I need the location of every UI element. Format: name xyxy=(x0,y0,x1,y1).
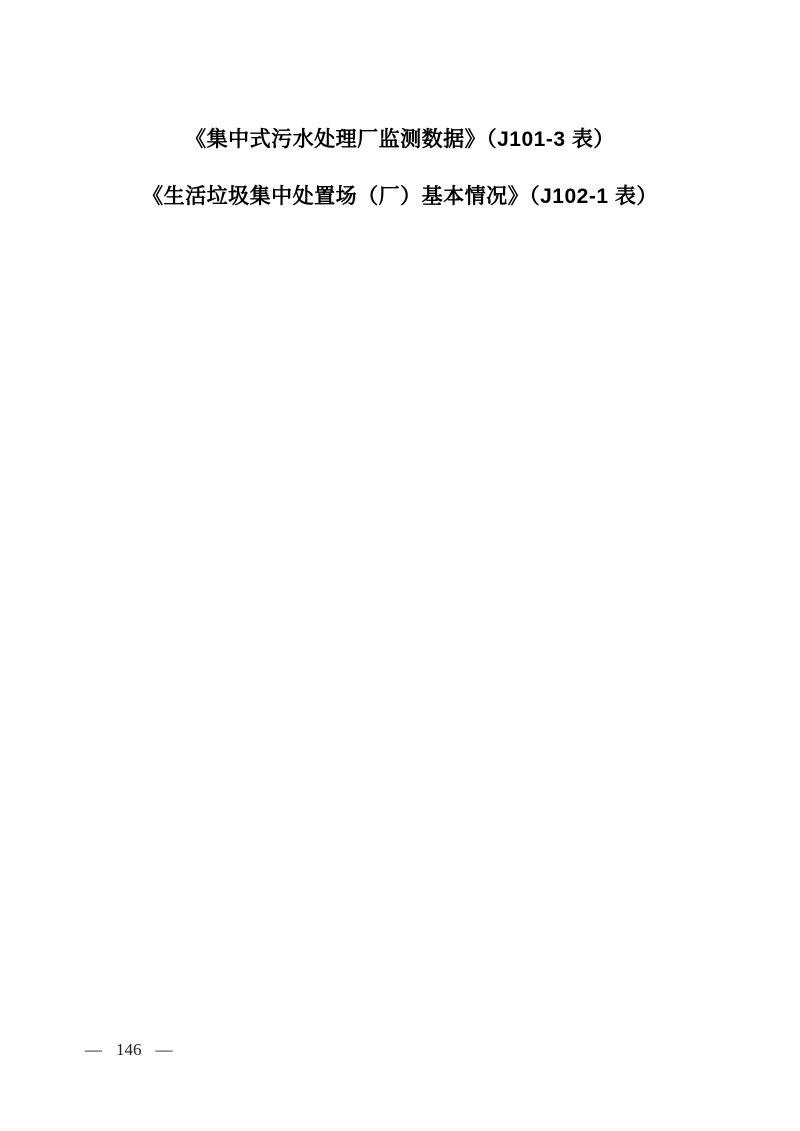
document-body xyxy=(85,96,715,231)
footer-right-dash: — xyxy=(155,1040,173,1059)
footer-left-dash: — xyxy=(85,1040,102,1059)
section-title: 《集中式污水处理厂监测数据》（J101-3 表） xyxy=(185,128,615,151)
page-footer xyxy=(85,1040,173,1060)
page-number: 146 xyxy=(116,1040,142,1059)
section-title: 《生活垃圾集中处置场（厂）基本情况》（J102-1 表） xyxy=(142,185,658,208)
